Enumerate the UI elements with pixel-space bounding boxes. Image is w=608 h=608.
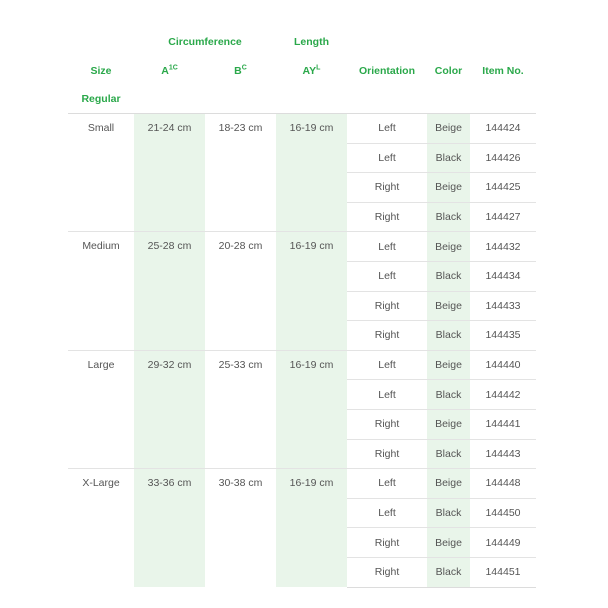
b-header: $B^C$ [234, 64, 247, 77]
table-row [68, 469, 536, 499]
color-cell: Beige [427, 114, 470, 144]
a-cell: 33-36 cm [134, 469, 205, 587]
b-cell: 30-38 cm [205, 469, 276, 587]
length-header: Length [294, 36, 329, 48]
regular-header: Regular [81, 93, 121, 105]
item-no-cell: 144424 [470, 114, 536, 144]
orientation-cell: Left [347, 498, 427, 528]
orientation-header: Orientation [358, 64, 415, 77]
item-no-cell: 144442 [470, 380, 536, 410]
item-no-cell: 144449 [470, 528, 536, 558]
item-no-cell: 144425 [470, 173, 536, 203]
orientation-cell: Right [347, 173, 427, 203]
color-cell: Black [427, 380, 470, 410]
color-cell: Beige [427, 528, 470, 558]
orientation-cell: Right [347, 321, 427, 351]
orientation-cell: Left [347, 469, 427, 499]
orientation-cell: Right [347, 439, 427, 469]
color-cell: Beige [427, 350, 470, 380]
item-no-cell: 144450 [470, 498, 536, 528]
color-cell: Black [427, 498, 470, 528]
b-cell: 25-33 cm [205, 350, 276, 468]
item-no-cell: 144441 [470, 409, 536, 439]
color-header: Color [434, 64, 463, 77]
item-no-cell: 144426 [470, 143, 536, 173]
ay-cell: 16-19 cm [276, 350, 347, 468]
item-no-cell: 144433 [470, 291, 536, 321]
color-cell: Black [427, 261, 470, 291]
ay-cell: 16-19 cm [276, 114, 347, 232]
item-no-cell: 144435 [470, 321, 536, 351]
size-cell: X-Large [68, 469, 134, 587]
item-no-cell: 144448 [470, 469, 536, 499]
color-cell: Beige [427, 291, 470, 321]
orientation-cell: Right [347, 409, 427, 439]
b-cell: 20-28 cm [205, 232, 276, 350]
item-no-cell: 144434 [470, 261, 536, 291]
size-cell: Small [68, 114, 134, 232]
ay-cell: 16-19 cm [276, 232, 347, 350]
a-cell: 29-32 cm [134, 350, 205, 468]
item-no-cell: 144427 [470, 202, 536, 232]
table-row [68, 350, 536, 380]
orientation-cell: Left [347, 232, 427, 262]
ay-cell: 16-19 cm [276, 469, 347, 587]
color-cell: Beige [427, 409, 470, 439]
item-no-cell: 144451 [470, 557, 536, 587]
color-cell: Beige [427, 469, 470, 499]
orientation-cell: Right [347, 528, 427, 558]
item-no-cell: 144440 [470, 350, 536, 380]
table-row [68, 114, 536, 144]
orientation-cell: Left [347, 143, 427, 173]
orientation-cell: Left [347, 380, 427, 410]
circumference-header: Circumference [168, 36, 242, 48]
size-header: Size [90, 64, 112, 77]
item-no-cell: 144432 [470, 232, 536, 262]
orientation-cell: Left [347, 114, 427, 144]
item-no-header: Item No. [482, 64, 524, 77]
orientation-cell: Left [347, 261, 427, 291]
color-cell: Black [427, 557, 470, 587]
orientation-cell: Right [347, 291, 427, 321]
color-cell: Beige [427, 232, 470, 262]
a-cell: 21-24 cm [134, 114, 205, 232]
orientation-cell: Left [347, 350, 427, 380]
size-cell: Large [68, 350, 134, 468]
table-header [68, 28, 536, 114]
color-cell: Black [427, 321, 470, 351]
table-row [68, 232, 536, 262]
color-cell: Black [427, 439, 470, 469]
color-cell: Beige [427, 173, 470, 203]
a-cell: 25-28 cm [134, 232, 205, 350]
size-cell: Medium [68, 232, 134, 350]
color-cell: Black [427, 202, 470, 232]
color-cell: Black [427, 143, 470, 173]
table-body [68, 114, 536, 588]
size-table [68, 28, 536, 588]
orientation-cell: Right [347, 557, 427, 587]
item-no-cell: 144443 [470, 439, 536, 469]
orientation-cell: Right [347, 202, 427, 232]
b-cell: 18-23 cm [205, 114, 276, 232]
ay-header: $AY^L$ [302, 64, 321, 77]
a-header: $A^{1C}$ [161, 64, 178, 77]
